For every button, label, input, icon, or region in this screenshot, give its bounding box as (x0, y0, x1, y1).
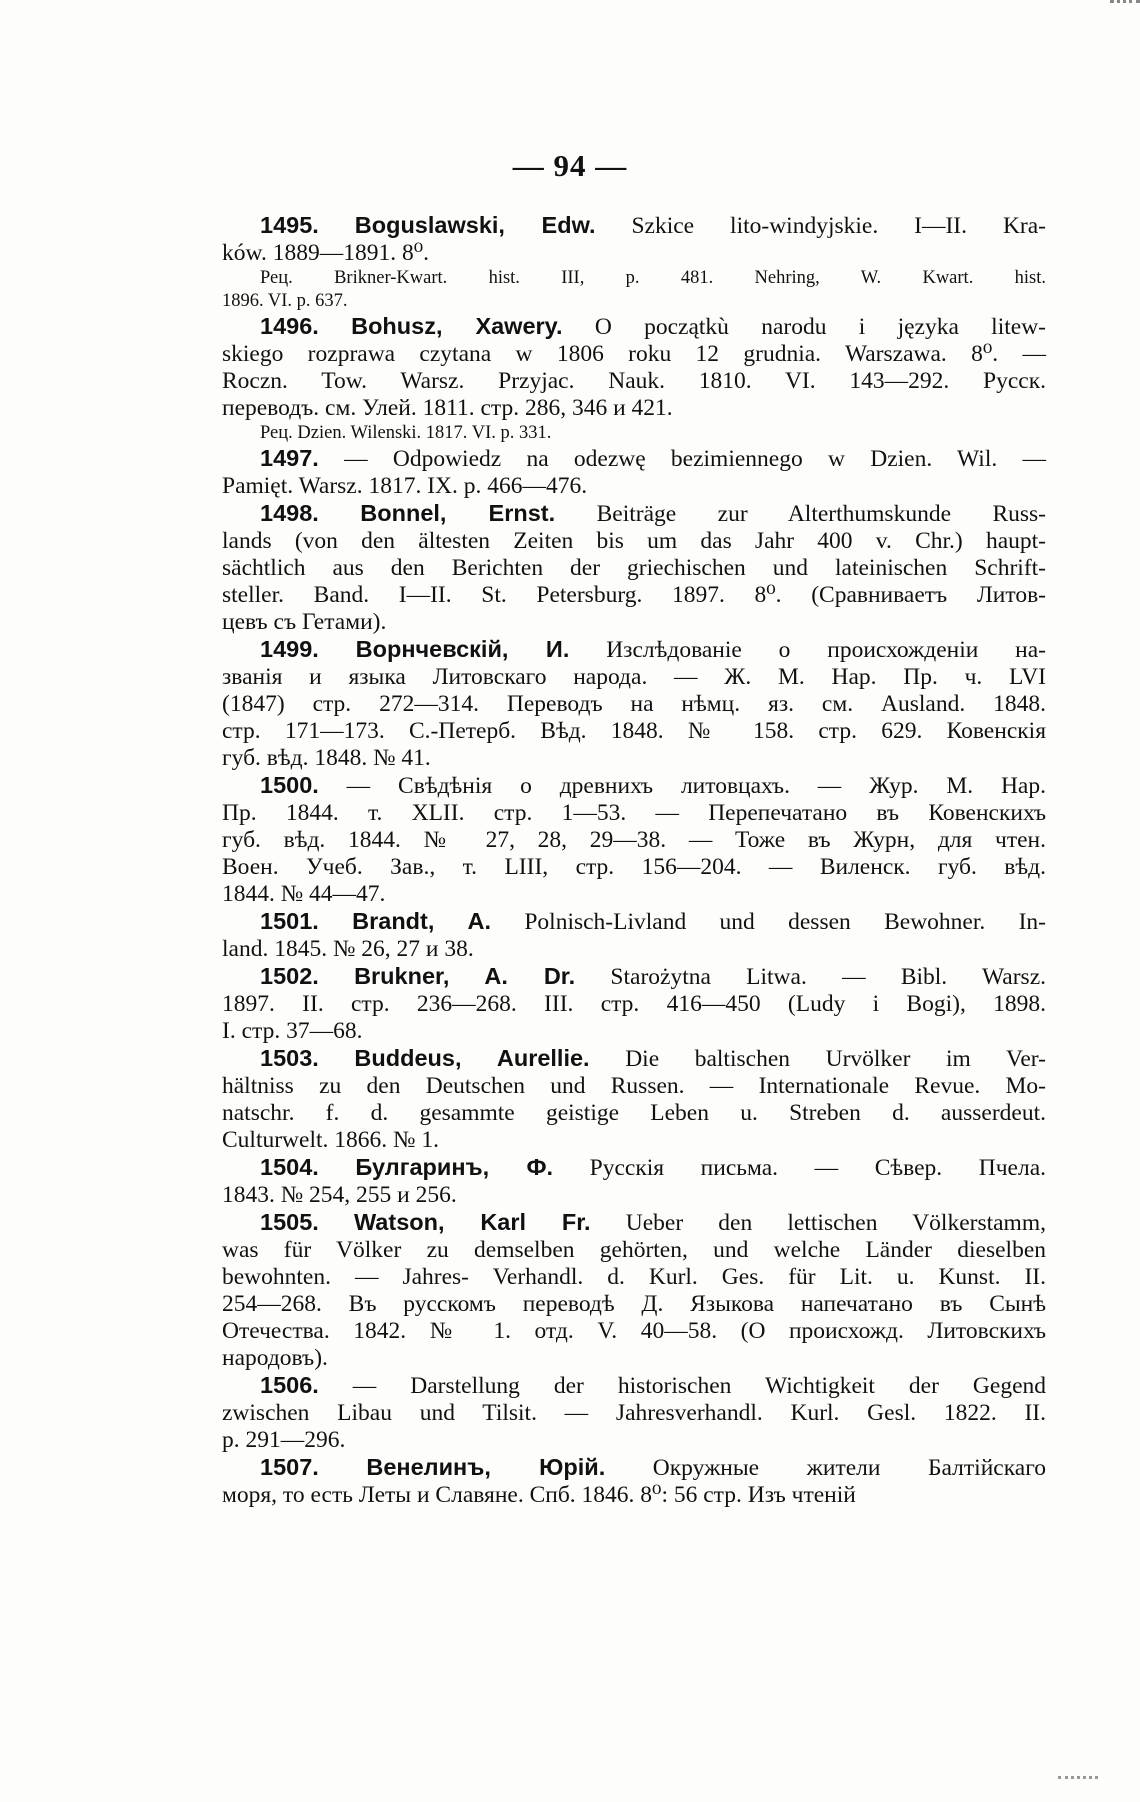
entry-first-line (222, 963, 1046, 991)
entry-text: natschr. f. d. gesammte geistige Leben u. Streben d. ausserdeut. (222, 1100, 1046, 1126)
entry-line (222, 1018, 1046, 1045)
entry-number: 1497. (260, 445, 319, 471)
bibliography-entry (222, 1209, 1046, 1372)
entry-line (222, 528, 1046, 555)
entry-text: I. стр. 37—68. (222, 1018, 363, 1044)
entry-number: 1499. (260, 636, 319, 662)
entry-text: моря, то есть Леты и Славяне. Спб. 1846. 8⁰: 56 стр. Изъ чтеній (222, 1482, 856, 1508)
entry-text: p. 291—296. (222, 1427, 346, 1453)
entry-number: 1501. (260, 908, 319, 934)
entry-text: 254—268. Въ русскомъ переводѣ Д. Языкова напечатано въ Сынѣ (222, 1291, 1046, 1317)
bibliography-entry (222, 908, 1046, 963)
entry-text: Отечества. 1842. № 1. отд. V. 40—58. (О происхожд. Литовскихъ (222, 1318, 1046, 1344)
entry-text: was für Völker zu demselben gehörten, und welche Länder dieselben (222, 1237, 1046, 1263)
entry-text: губ. вѣд. 1844. № 27, 28, 29—38. — Тоже въ Журн, для чтен. (222, 827, 1046, 853)
review-note: 1896. VI. p. 637. (222, 291, 348, 311)
entry-line (222, 1182, 1046, 1209)
entry-line (222, 827, 1046, 854)
entry-text: цевъ съ Гетами). (222, 609, 387, 635)
entry-author: Buddeus, Aurellie. (354, 1045, 590, 1071)
entry-line (222, 609, 1046, 636)
entry-line (222, 854, 1046, 881)
entry-line (222, 1291, 1046, 1318)
entry-text: bewohnten. — Jahres- Verhandl. d. Kurl. Ges. für Lit. u. Kunst. II. (222, 1264, 1046, 1290)
bibliography-entry (222, 636, 1046, 772)
entry-author: Brukner, A. Dr. (354, 963, 576, 989)
scan-bottom-mark (1058, 1770, 1098, 1779)
entry-author: Bohusz, Xawery. (351, 313, 563, 339)
entry-text: Изслѣдованіе о происхожденіи на- (569, 637, 1047, 663)
entry-first-line (222, 1209, 1046, 1237)
entry-first-line (222, 908, 1046, 936)
bibliography-entry (222, 1045, 1046, 1154)
entry-text: Starożytna Litwa. — Bibl. Warsz. (575, 964, 1046, 990)
entry-author: Brandt, A. (352, 908, 492, 934)
entry-line (222, 718, 1046, 745)
bibliography-entry (222, 1372, 1046, 1454)
entry-first-line (222, 772, 1046, 800)
bibliography-entry (222, 313, 1046, 445)
entry-text: ków. 1889—1891. 8⁰. (222, 240, 429, 266)
entry-author: Bonnel, Ernst. (360, 500, 556, 526)
entry-line (222, 1073, 1046, 1100)
entry-first-line (222, 1154, 1046, 1182)
entry-line (222, 691, 1046, 718)
entry-text: Ueber den lettischen Völkerstamm, (590, 1210, 1046, 1236)
entry-text: Culturwelt. 1866. № 1. (222, 1127, 439, 1153)
bibliography-list (222, 212, 1046, 1509)
entry-number: 1498. (260, 500, 319, 526)
entry-number: 1502. (260, 963, 319, 989)
entry-line (222, 936, 1046, 963)
entry-text: Polnisch-Livland und dessen Bewohner. In- (491, 909, 1046, 935)
review-note: Рец. Brikner-Kwart. hist. III, p. 481. Nehring, W. Kwart. hist. (260, 268, 1046, 288)
entry-text: Окружные жители Балтійскаго (605, 1455, 1046, 1481)
entry-line (222, 1482, 1046, 1509)
entry-text: Pamięt. Warsz. 1817. IX. p. 466—476. (222, 473, 588, 499)
entry-line (222, 395, 1046, 422)
entry-text: званія и языка Литовскаго народа. — Ж. М. Нар. Пр. ч. LVI (222, 664, 1046, 690)
bibliography-entry (222, 772, 1046, 908)
entry-first-line (222, 1045, 1046, 1073)
entry-text: 1897. II. стр. 236—268. III. стр. 416—450 (Ludy i Bogi), 1898. (222, 991, 1046, 1017)
scan-edge-mark (1110, 0, 1140, 11)
entry-author: Boguslawski, Edw. (354, 212, 596, 238)
entry-line (222, 1400, 1046, 1427)
entry-text: переводъ. см. Улей. 1811. стр. 286, 346 и 421. (222, 395, 673, 421)
entry-text: Воен. Учеб. Зав., т. LIII, стр. 156—204. — Виленск. губ. вѣд. (222, 854, 1046, 880)
entry-line (222, 745, 1046, 772)
bibliography-entry (222, 1454, 1046, 1509)
entry-first-line (222, 313, 1046, 341)
entry-first-line (222, 1454, 1046, 1482)
entry-text: land. 1845. № 26, 27 и 38. (222, 936, 474, 962)
entry-text: steller. Band. I—II. St. Petersburg. 1897. 8⁰. (Сравниваетъ Литов- (222, 582, 1046, 608)
entry-line (222, 473, 1046, 500)
entry-text: — Свѣдѣнія о древнихъ литовцахъ. — Жур. М. Нар. (318, 773, 1046, 799)
entry-number: 1500. (260, 772, 319, 798)
entry-line (222, 341, 1046, 368)
review-note: Рец. Dzien. Wilenski. 1817. VI. p. 331. (260, 423, 552, 443)
entry-number: 1496. (260, 313, 319, 339)
bibliography-entry (222, 1154, 1046, 1209)
entry-first-line (222, 636, 1046, 664)
entry-text: lands (von den ältesten Zeiten bis um das Jahr 400 v. Chr.) haupt- (222, 528, 1046, 554)
entry-first-line (222, 212, 1046, 240)
entry-line (222, 1318, 1046, 1345)
entry-text: стр. 171—173. С.-Петерб. Вѣд. 1848. № 158. стр. 629. Ковенскія (222, 718, 1046, 744)
bibliography-entry (222, 212, 1046, 313)
entry-line (222, 991, 1046, 1018)
entry-first-line (222, 445, 1046, 473)
entry-line (222, 1237, 1046, 1264)
entry-line (222, 1100, 1046, 1127)
entry-line (222, 1345, 1046, 1372)
entry-text: — Odpowiedz na odezwę bezimiennego w Dzien. Wil. — (318, 446, 1046, 472)
entry-first-line (222, 500, 1046, 528)
bibliography-entry (222, 963, 1046, 1045)
entry-line (222, 881, 1046, 908)
entry-author: Булгаринъ, Ф. (355, 1154, 554, 1180)
entry-text: 1843. № 254, 255 и 256. (222, 1182, 457, 1208)
entry-text: Beiträge zur Alterthumskunde Russ- (555, 501, 1046, 527)
entry-text: Русскія письма. — Сѣвер. Пчела. (553, 1155, 1047, 1181)
entry-text: 1844. № 44—47. (222, 881, 386, 907)
entry-text: Пр. 1844. т. XLII. стр. 1—53. — Перепечатано въ Ковенскихъ (222, 800, 1046, 826)
entry-text: — Darstellung der historischen Wichtigkeit der Gegend (318, 1373, 1046, 1399)
entry-first-line (222, 1372, 1046, 1400)
entry-text: hältniss zu den Deutschen und Russen. — Internationale Revue. Mo- (222, 1073, 1046, 1099)
entry-line (222, 1427, 1046, 1454)
entry-text: O początkù narodu i języka litew- (562, 314, 1046, 340)
entry-text: (1847) стр. 272—314. Переводъ на нѣмц. яз. см. Ausland. 1848. (222, 691, 1046, 717)
entry-text: губ. вѣд. 1848. № 41. (222, 745, 431, 771)
entry-line (222, 582, 1046, 609)
entry-text: zwischen Libau und Tilsit. — Jahresverhandl. Kurl. Gesl. 1822. II. (222, 1400, 1046, 1426)
entry-author: Ворнчевскій, И. (355, 636, 570, 662)
entry-text: Die baltischen Urvölker im Ver- (589, 1046, 1046, 1072)
entry-line (222, 1127, 1046, 1154)
entry-line (222, 555, 1046, 582)
entry-number: 1505. (260, 1209, 319, 1235)
entry-line (222, 368, 1046, 395)
entry-text: Szkice lito-windyjskie. I—II. Kra- (595, 213, 1047, 239)
entry-text: Roczn. Tow. Warsz. Przyjac. Nauk. 1810. VI. 143—292. Русск. (222, 368, 1046, 394)
entry-number: 1504. (260, 1154, 319, 1180)
entry-line (222, 800, 1046, 827)
bibliography-entry (222, 445, 1046, 500)
entry-line (222, 240, 1046, 267)
entry-number: 1506. (260, 1372, 319, 1398)
entry-number: 1495. (260, 212, 319, 238)
entry-author: Венелинъ, Юрій. (366, 1454, 606, 1480)
bibliography-entry (222, 500, 1046, 636)
page-number: — 94 — (512, 148, 628, 183)
entry-number: 1507. (260, 1454, 319, 1480)
entry-number: 1503. (260, 1045, 319, 1071)
entry-line (222, 1264, 1046, 1291)
entry-text: народовъ). (222, 1345, 328, 1371)
entry-line (222, 664, 1046, 691)
entry-text: skiego rozprawa czytana w 1806 roku 12 grudnia. Warszawa. 8⁰. — (222, 341, 1046, 367)
entry-author: Watson, Karl Fr. (353, 1209, 591, 1235)
entry-text: sächtlich aus den Berichten der griechischen und lateinischen Schrift- (222, 555, 1046, 581)
